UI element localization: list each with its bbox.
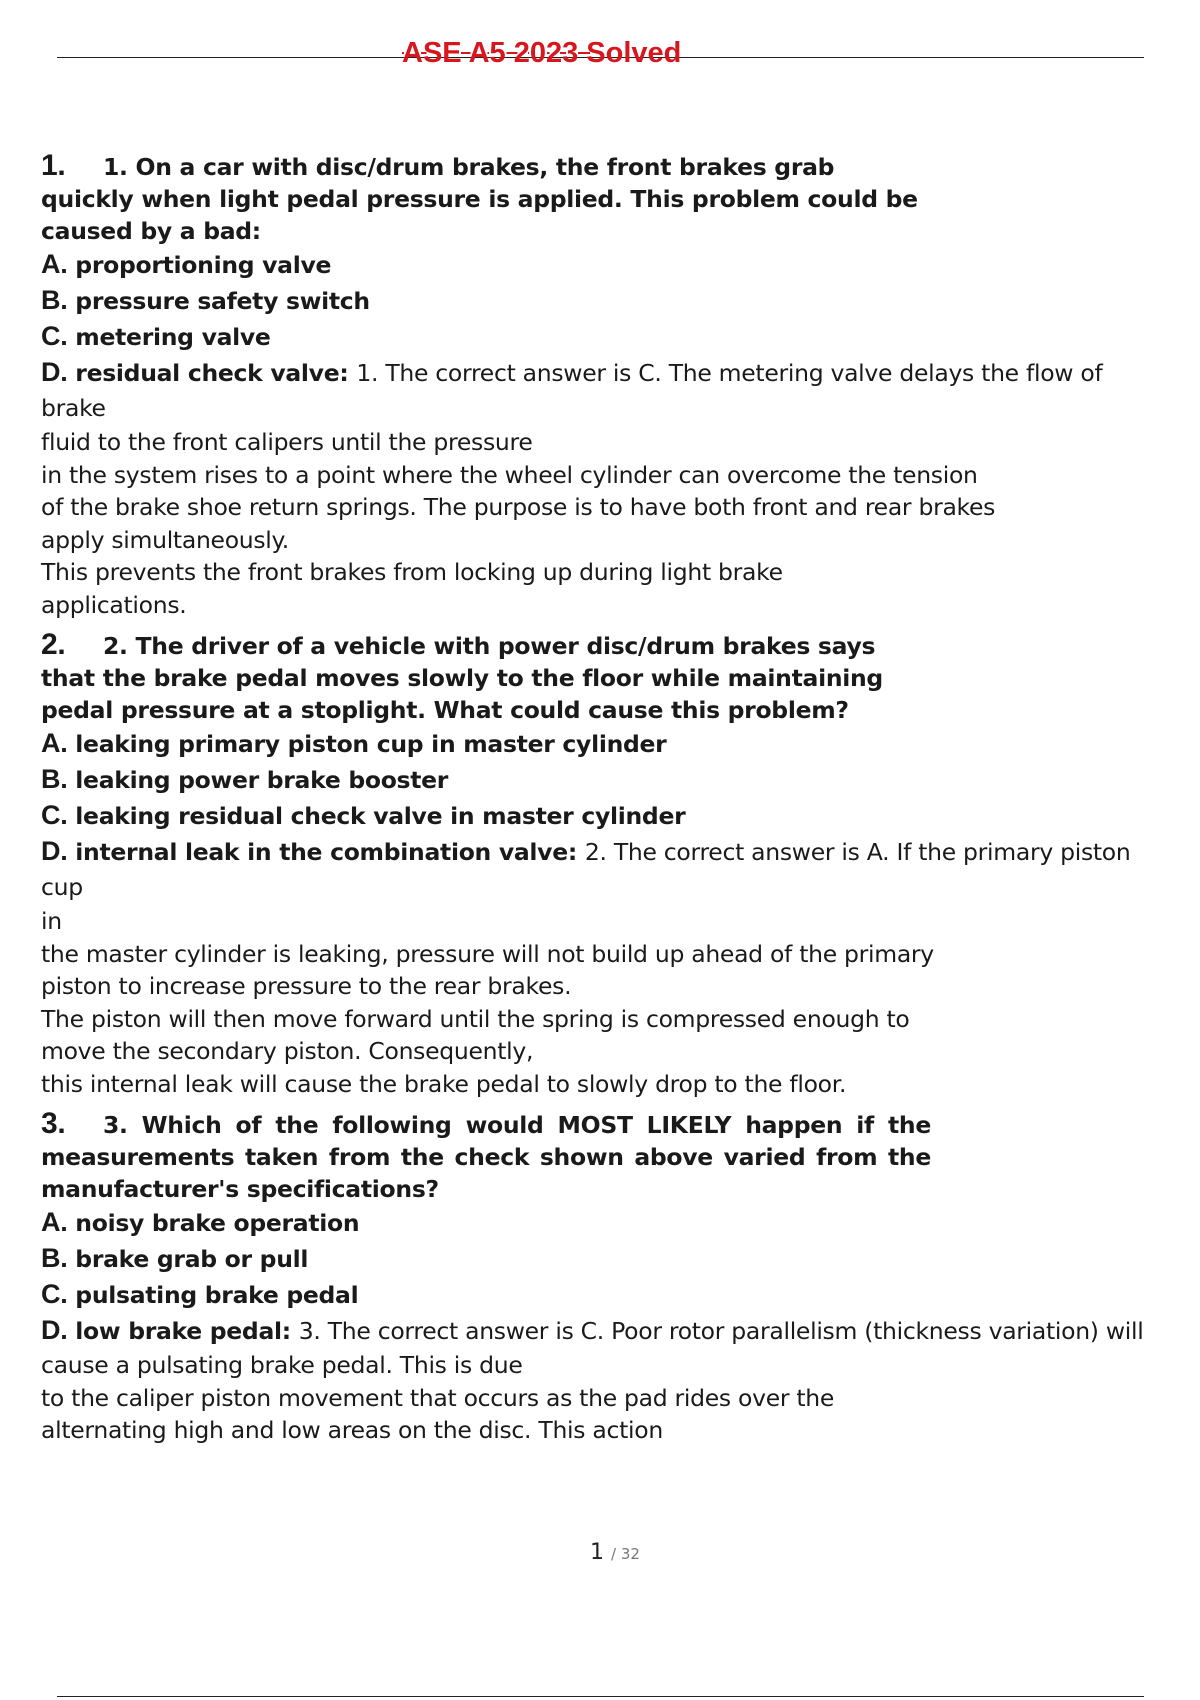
explanation-line: piston to increase pressure to the rear brakes. bbox=[41, 972, 572, 1000]
footer-rule bbox=[57, 1696, 1144, 1697]
explanation-line: move the secondary piston. Consequently, bbox=[41, 1037, 534, 1065]
question-text: 1. On a car with disc/drum brakes, the front brakes grab quickly when light pedal pressure is applied. This problem could be caused by a bad: bbox=[41, 153, 918, 245]
option-d: D. residual check valve: 1. The correct answer is C. The metering valve delays the flow of brake bbox=[41, 357, 1103, 422]
explanation-line: in bbox=[41, 907, 62, 935]
explanation-line: applications. bbox=[41, 590, 187, 619]
option-c: C. metering valve bbox=[41, 321, 271, 351]
answer-statement: 2. The correct answer is A. If the primary piston cup bbox=[41, 838, 1131, 901]
option-d: D. low brake pedal: 3. The correct answer is C. Poor rotor parallelism (thickness variation) will bbox=[41, 1315, 1144, 1345]
question-1 bbox=[41, 150, 1161, 621]
document-title: ASE A5 2023 Solved bbox=[402, 37, 682, 69]
explanation-line: the master cylinder is leaking, pressure will not build up ahead of the primary bbox=[41, 939, 934, 968]
explanation bbox=[41, 1349, 1161, 1447]
explanation-line: in the system rises to a point where the wheel cylinder can overcome the tension bbox=[41, 460, 978, 489]
explanation bbox=[41, 905, 1161, 1100]
option-b: B. pressure safety switch bbox=[41, 285, 370, 315]
page-total: / 32 bbox=[611, 1545, 640, 1563]
explanation-line: cause a pulsating brake pedal. This is due bbox=[41, 1351, 523, 1379]
question-text: 3. Which of the following would MOST LIKELY happen if the measurements taken from the check shown above varied from the manufacturer's specifications? bbox=[41, 1111, 931, 1203]
page-header bbox=[57, 36, 1144, 76]
option-a: A. noisy brake operation bbox=[41, 1207, 360, 1237]
explanation-line: of the brake shoe return springs. The purpose is to have both front and rear brakes bbox=[41, 493, 996, 521]
question-number: 1. bbox=[41, 149, 66, 182]
explanation-line: This prevents the front brakes from locking up during light brake bbox=[41, 558, 783, 586]
question-number: 3. bbox=[41, 1107, 66, 1140]
question-list bbox=[41, 150, 1161, 1455]
question-text: 2. The driver of a vehicle with power disc/drum brakes says that the brake pedal moves slowly to the floor while maintaining pedal pressure at a stoplight. What could cause this problem? bbox=[41, 632, 883, 724]
option-b: B. leaking power brake booster bbox=[41, 764, 449, 794]
explanation-line: this internal leak will cause the brake pedal to slowly drop to the floor. bbox=[41, 1069, 847, 1098]
explanation-line: apply simultaneously. bbox=[41, 525, 289, 554]
question-stem bbox=[41, 150, 931, 247]
option-c: C. leaking residual check valve in master cylinder bbox=[41, 800, 686, 830]
question-stem bbox=[41, 1108, 931, 1205]
option-a: A. leaking primary piston cup in master cylinder bbox=[41, 728, 667, 758]
option-b: B. brake grab or pull bbox=[41, 1243, 309, 1273]
option-c: C. pulsating brake pedal bbox=[41, 1279, 359, 1309]
question-stem bbox=[41, 629, 931, 726]
answer-statement: 1. The correct answer is C. The metering valve delays the flow of brake bbox=[41, 359, 1103, 422]
option-a: A. proportioning valve bbox=[41, 249, 332, 279]
explanation-line: to the caliper piston movement that occurs as the pad rides over the bbox=[41, 1383, 835, 1412]
page-indicator bbox=[590, 1540, 640, 1565]
question-2 bbox=[41, 629, 1161, 1100]
question-number: 2. bbox=[41, 628, 66, 661]
question-3 bbox=[41, 1108, 1161, 1447]
answer-statement: 3. The correct answer is C. Poor rotor parallelism (thickness variation) will bbox=[298, 1317, 1144, 1345]
explanation-line: fluid to the front calipers until the pressure bbox=[41, 428, 533, 456]
explanation bbox=[41, 426, 1161, 621]
page-current: 1 bbox=[590, 1540, 604, 1565]
option-d: D. internal leak in the combination valve: 2. The correct answer is A. If the primary piston cup bbox=[41, 836, 1131, 901]
explanation-line: alternating high and low areas on the disc. This action bbox=[41, 1416, 663, 1444]
explanation-line: The piston will then move forward until the spring is compressed enough to bbox=[41, 1004, 910, 1033]
